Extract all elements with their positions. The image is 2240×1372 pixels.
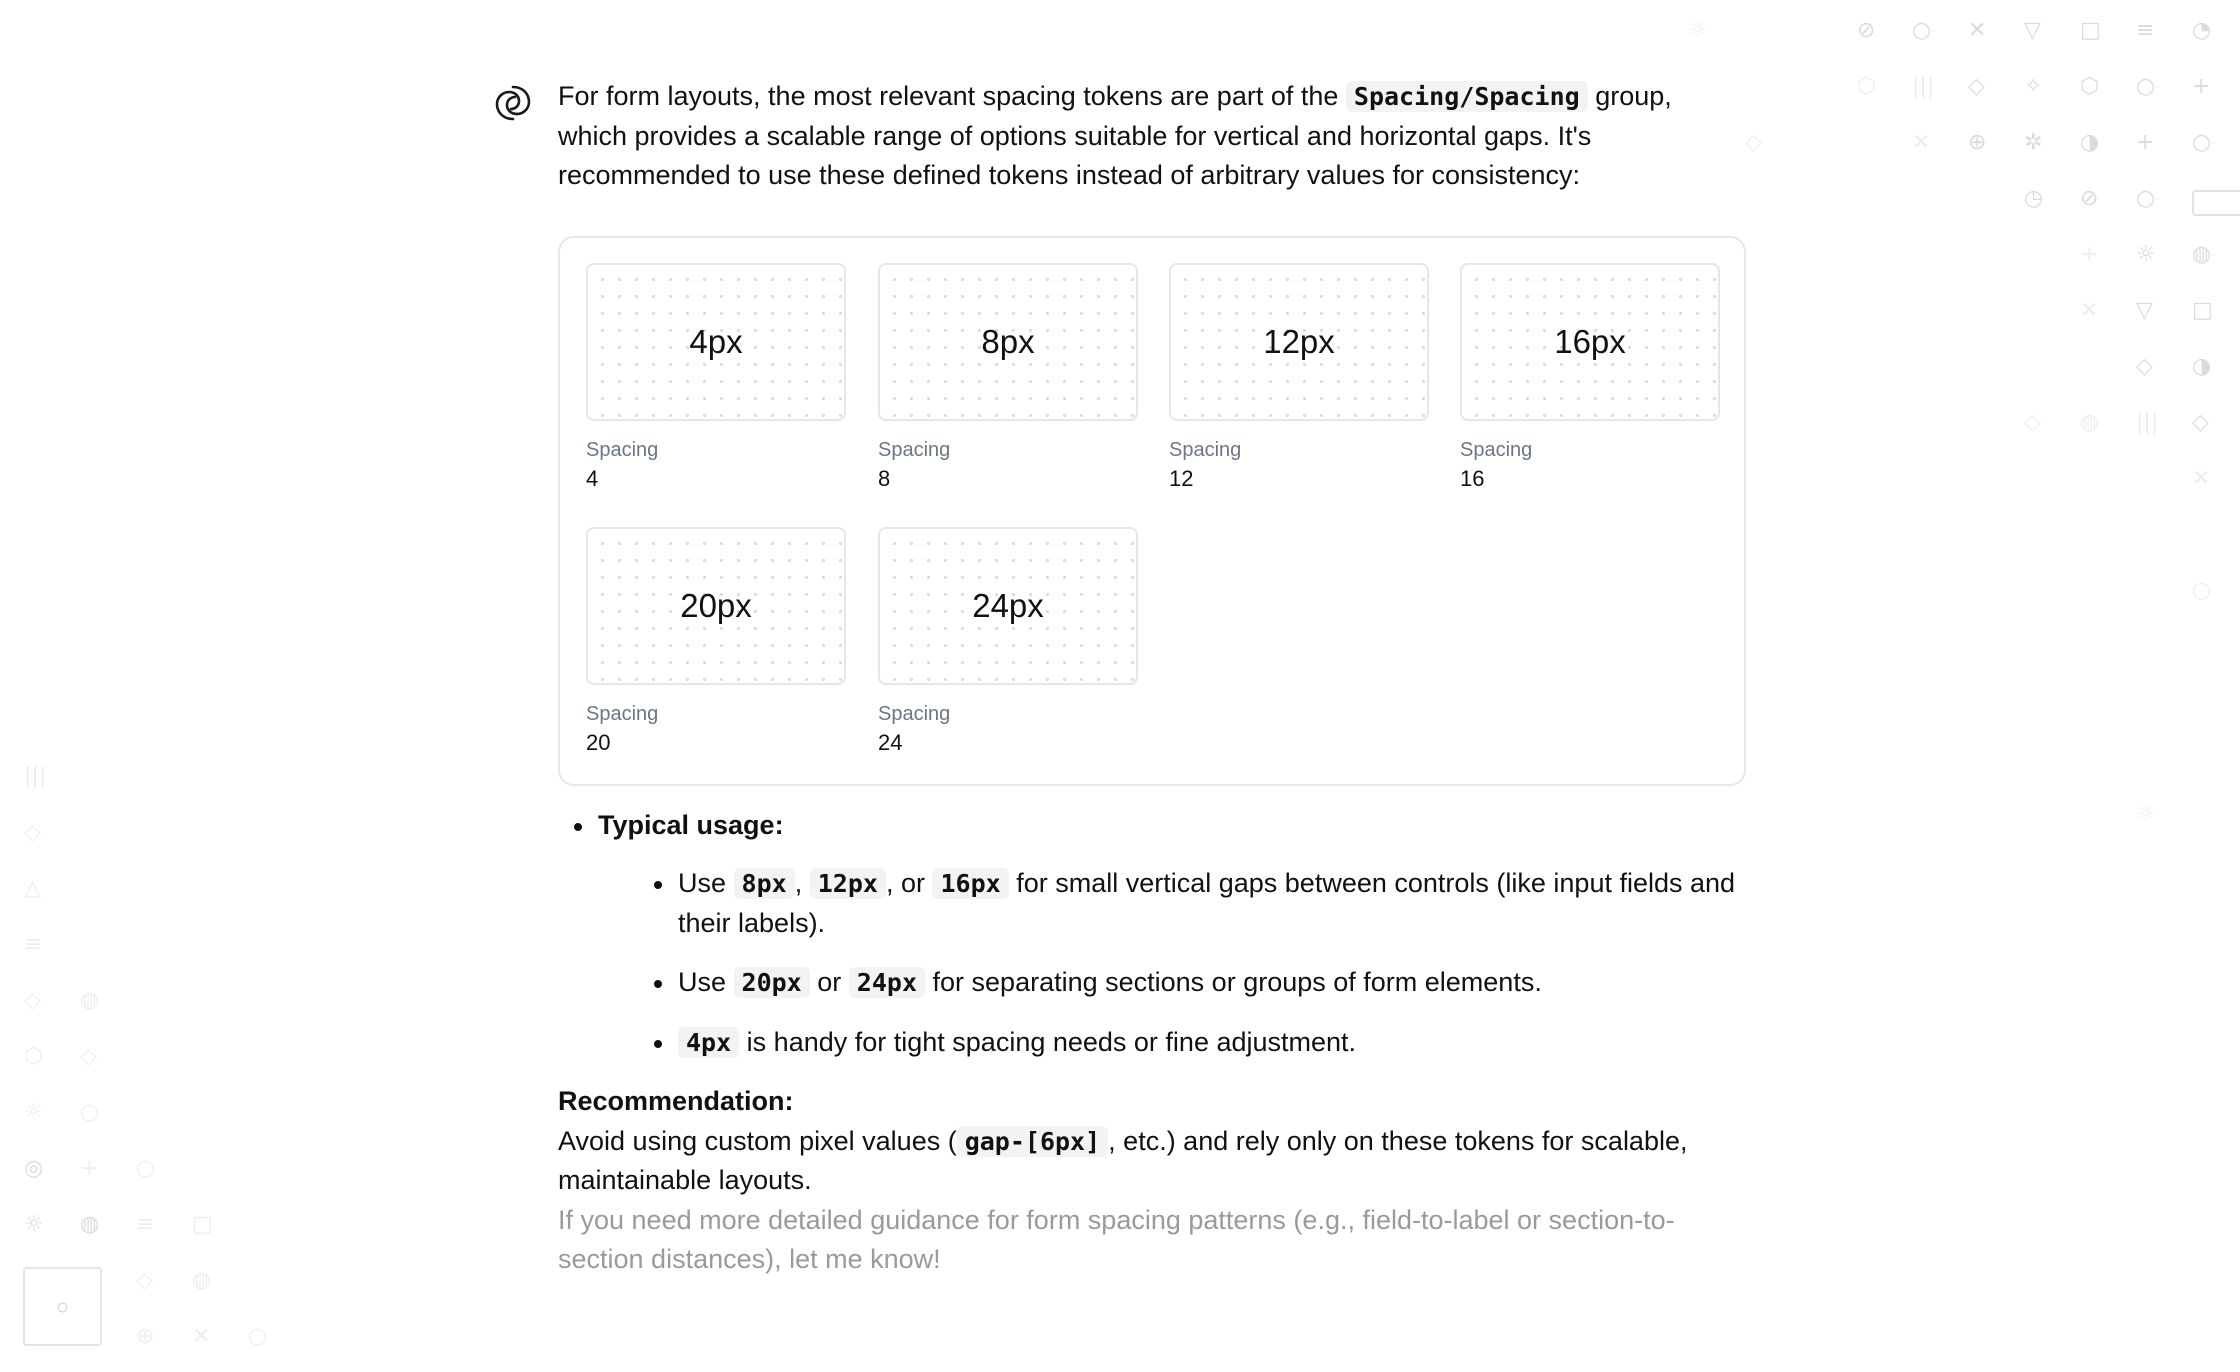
circle-icon: ○ bbox=[1912, 18, 1932, 43]
square-icon: □ bbox=[192, 1212, 213, 1237]
close-icon: ✕ bbox=[192, 1324, 211, 1349]
circle-icon: ○ bbox=[2192, 578, 2212, 603]
usage-text: Use bbox=[678, 967, 727, 997]
diamond-icon: ◇ bbox=[2024, 410, 2041, 435]
swatch-value: 20 bbox=[586, 729, 611, 755]
list-icon: ≡ bbox=[136, 1212, 155, 1237]
swatch-preview: 16px bbox=[1460, 263, 1720, 421]
close-icon: ✕ bbox=[1968, 18, 1987, 43]
diamond-icon: ◇ bbox=[136, 1268, 153, 1293]
half-circle-icon: ◑ bbox=[2192, 354, 2212, 379]
sun-icon: ☼ bbox=[1688, 18, 1708, 43]
spacing-group-code: Spacing/Spacing bbox=[1346, 81, 1588, 112]
code-token: gap-[6px] bbox=[957, 1126, 1108, 1157]
bars-icon: ||| bbox=[24, 764, 47, 789]
swatch-label: Spacing bbox=[878, 702, 951, 725]
circle-icon: ○ bbox=[248, 1324, 268, 1349]
usage-text: for small vertical gaps between controls (like input fields and their labels). bbox=[678, 868, 1736, 938]
swatch-label: Spacing bbox=[1169, 438, 1242, 461]
usage-heading: Typical usage: bbox=[598, 809, 784, 840]
circle-icon: ○ bbox=[136, 1156, 156, 1181]
globe-icon: ◍ bbox=[192, 1268, 212, 1293]
code-token: 20px bbox=[734, 967, 810, 998]
plus-icon: + bbox=[2136, 130, 2155, 155]
sun-icon: ☼ bbox=[2136, 802, 2156, 827]
sun-icon: ☼ bbox=[24, 1100, 44, 1125]
diamond-icon: ◇ bbox=[80, 1044, 97, 1069]
sun-icon: ☼ bbox=[2136, 242, 2156, 267]
code-token: 16px bbox=[932, 868, 1008, 899]
swatch-preview: 20px bbox=[586, 527, 846, 685]
swirl-logo-icon bbox=[493, 83, 533, 123]
intro-text-before: For form layouts, the most relevant spacing tokens are part of the bbox=[558, 81, 1339, 111]
globe-icon: ◍ bbox=[80, 1212, 100, 1237]
recommendation-heading: Recommendation: bbox=[558, 1086, 794, 1116]
list-item bbox=[638, 963, 1746, 1003]
code-token: 4px bbox=[678, 1027, 739, 1058]
swatch-preview: 12px bbox=[1169, 263, 1429, 421]
token-swatch-20 bbox=[586, 527, 846, 759]
pie-icon: ◔ bbox=[2192, 18, 2212, 43]
hexagon-icon: ⬡ bbox=[1857, 74, 1877, 99]
token-swatch-12 bbox=[1169, 263, 1429, 495]
code-token: 24px bbox=[849, 967, 925, 998]
close-icon: ✕ bbox=[1912, 130, 1931, 155]
usage-list bbox=[558, 806, 1746, 1063]
plus-icon: + bbox=[2080, 242, 2099, 267]
token-swatch-16 bbox=[1460, 263, 1720, 495]
swatch-label: Spacing bbox=[878, 438, 951, 461]
intro-paragraph bbox=[558, 77, 1746, 196]
triangle-icon: △ bbox=[24, 876, 41, 901]
circle-icon: ○ bbox=[2136, 74, 2156, 99]
swatch-value: 16 bbox=[1460, 465, 1485, 491]
diamond-icon: ◇ bbox=[1968, 74, 1985, 99]
diamond-icon: ◇ bbox=[2136, 354, 2153, 379]
target-icon: ◎ bbox=[24, 1156, 44, 1181]
cube-icon: ⬡ bbox=[2080, 74, 2100, 99]
intro-text-after: group, which provides a scalable range of options suitable for vertical and horizontal gaps. It's recommended to use these defined tokens instead of arbitrary values for consistency: bbox=[558, 81, 1672, 190]
globe-icon: ◍ bbox=[2192, 242, 2212, 267]
loader-icon: ○ bbox=[55, 1293, 70, 1319]
token-swatch-4 bbox=[586, 263, 846, 495]
code-token: 12px bbox=[810, 868, 886, 899]
corner-placeholder-box bbox=[23, 1267, 102, 1346]
bars-icon: ||| bbox=[2136, 410, 2159, 435]
swatch-value: 4 bbox=[586, 465, 599, 491]
list-icon: ≡ bbox=[2136, 18, 2155, 43]
circle-icon: ○ bbox=[80, 1100, 100, 1125]
plus-icon: + bbox=[2192, 74, 2211, 99]
usage-sublist bbox=[638, 864, 1746, 1062]
list-icon: ≡ bbox=[24, 932, 43, 957]
triangle-down-icon: ▽ bbox=[2024, 18, 2041, 43]
list-item bbox=[558, 806, 1746, 1063]
circle-icon: ○ bbox=[2192, 130, 2212, 155]
list-item bbox=[638, 1023, 1746, 1063]
square-icon: □ bbox=[2192, 298, 2213, 323]
swatch-preview: 8px bbox=[878, 263, 1138, 421]
list-item bbox=[638, 864, 1746, 943]
crosshair-icon: ⊕ bbox=[136, 1324, 155, 1349]
triangle-down-icon: ▽ bbox=[2136, 298, 2153, 323]
half-circle-icon: ◑ bbox=[2080, 130, 2100, 155]
swatch-value: 24 bbox=[878, 729, 903, 755]
cube-icon: ⬡ bbox=[24, 1044, 44, 1069]
close-icon: ✕ bbox=[2080, 298, 2099, 323]
diamond-icon: ◇ bbox=[24, 988, 41, 1013]
bars-icon: ||| bbox=[1912, 74, 1935, 99]
crosshair-icon: ⊕ bbox=[1968, 130, 1987, 155]
circle-slash-icon: ⊘ bbox=[2080, 186, 2099, 211]
usage-text: , bbox=[794, 868, 803, 898]
timer-icon: ◷ bbox=[2024, 186, 2044, 211]
recommendation-text: Avoid using custom pixel values ( bbox=[558, 1125, 957, 1156]
close-icon: ✕ bbox=[2192, 466, 2211, 491]
usage-text: , or bbox=[885, 868, 925, 898]
rectangle-icon bbox=[2192, 190, 2240, 216]
recommendation-text: , etc.) and rely only on these tokens for scalable, maintainable layouts. bbox=[558, 1125, 1688, 1195]
usage-text: is handy for tight spacing needs or fine adjustment. bbox=[746, 1026, 1357, 1057]
token-swatch-8 bbox=[878, 263, 1138, 495]
globe-icon: ◍ bbox=[80, 988, 100, 1013]
followup-paragraph: If you need more detailed guidance for form spacing patterns (e.g., field-to-label or section-to-section distances), let me know! bbox=[558, 1204, 1675, 1274]
diamond-icon: ◇ bbox=[2192, 410, 2209, 435]
diamond-icon: ◇ bbox=[1745, 130, 1762, 155]
diamond-icon: ◇ bbox=[24, 820, 41, 845]
usage-text: for separating sections or groups of form elements. bbox=[932, 967, 1542, 997]
square-icon: □ bbox=[2080, 18, 2101, 43]
globe-icon: ◍ bbox=[2080, 410, 2100, 435]
usage-text: Use bbox=[678, 868, 727, 898]
usage-text: or bbox=[817, 967, 842, 997]
code-token: 8px bbox=[734, 868, 795, 899]
circle-icon: ○ bbox=[2136, 186, 2156, 211]
gear-icon: ✲ bbox=[2024, 130, 2043, 155]
swatch-label: Spacing bbox=[586, 702, 659, 725]
plus-icon: + bbox=[80, 1156, 99, 1181]
recommendation-paragraph bbox=[558, 1122, 1746, 1201]
swatch-value: 12 bbox=[1169, 465, 1194, 491]
token-swatch-24 bbox=[878, 527, 1138, 759]
spacing-token-card bbox=[558, 236, 1746, 786]
swatch-value: 8 bbox=[878, 465, 891, 491]
assistant-message bbox=[558, 77, 1746, 1280]
sparkle-icon: ✧ bbox=[2024, 74, 2043, 99]
swatch-preview: 24px bbox=[878, 527, 1138, 685]
circle-slash-icon: ⊘ bbox=[1857, 18, 1876, 43]
sun-icon: ☼ bbox=[24, 1212, 44, 1237]
swatch-label: Spacing bbox=[586, 438, 659, 461]
swatch-preview: 4px bbox=[586, 263, 846, 421]
swatch-label: Spacing bbox=[1460, 438, 1533, 461]
